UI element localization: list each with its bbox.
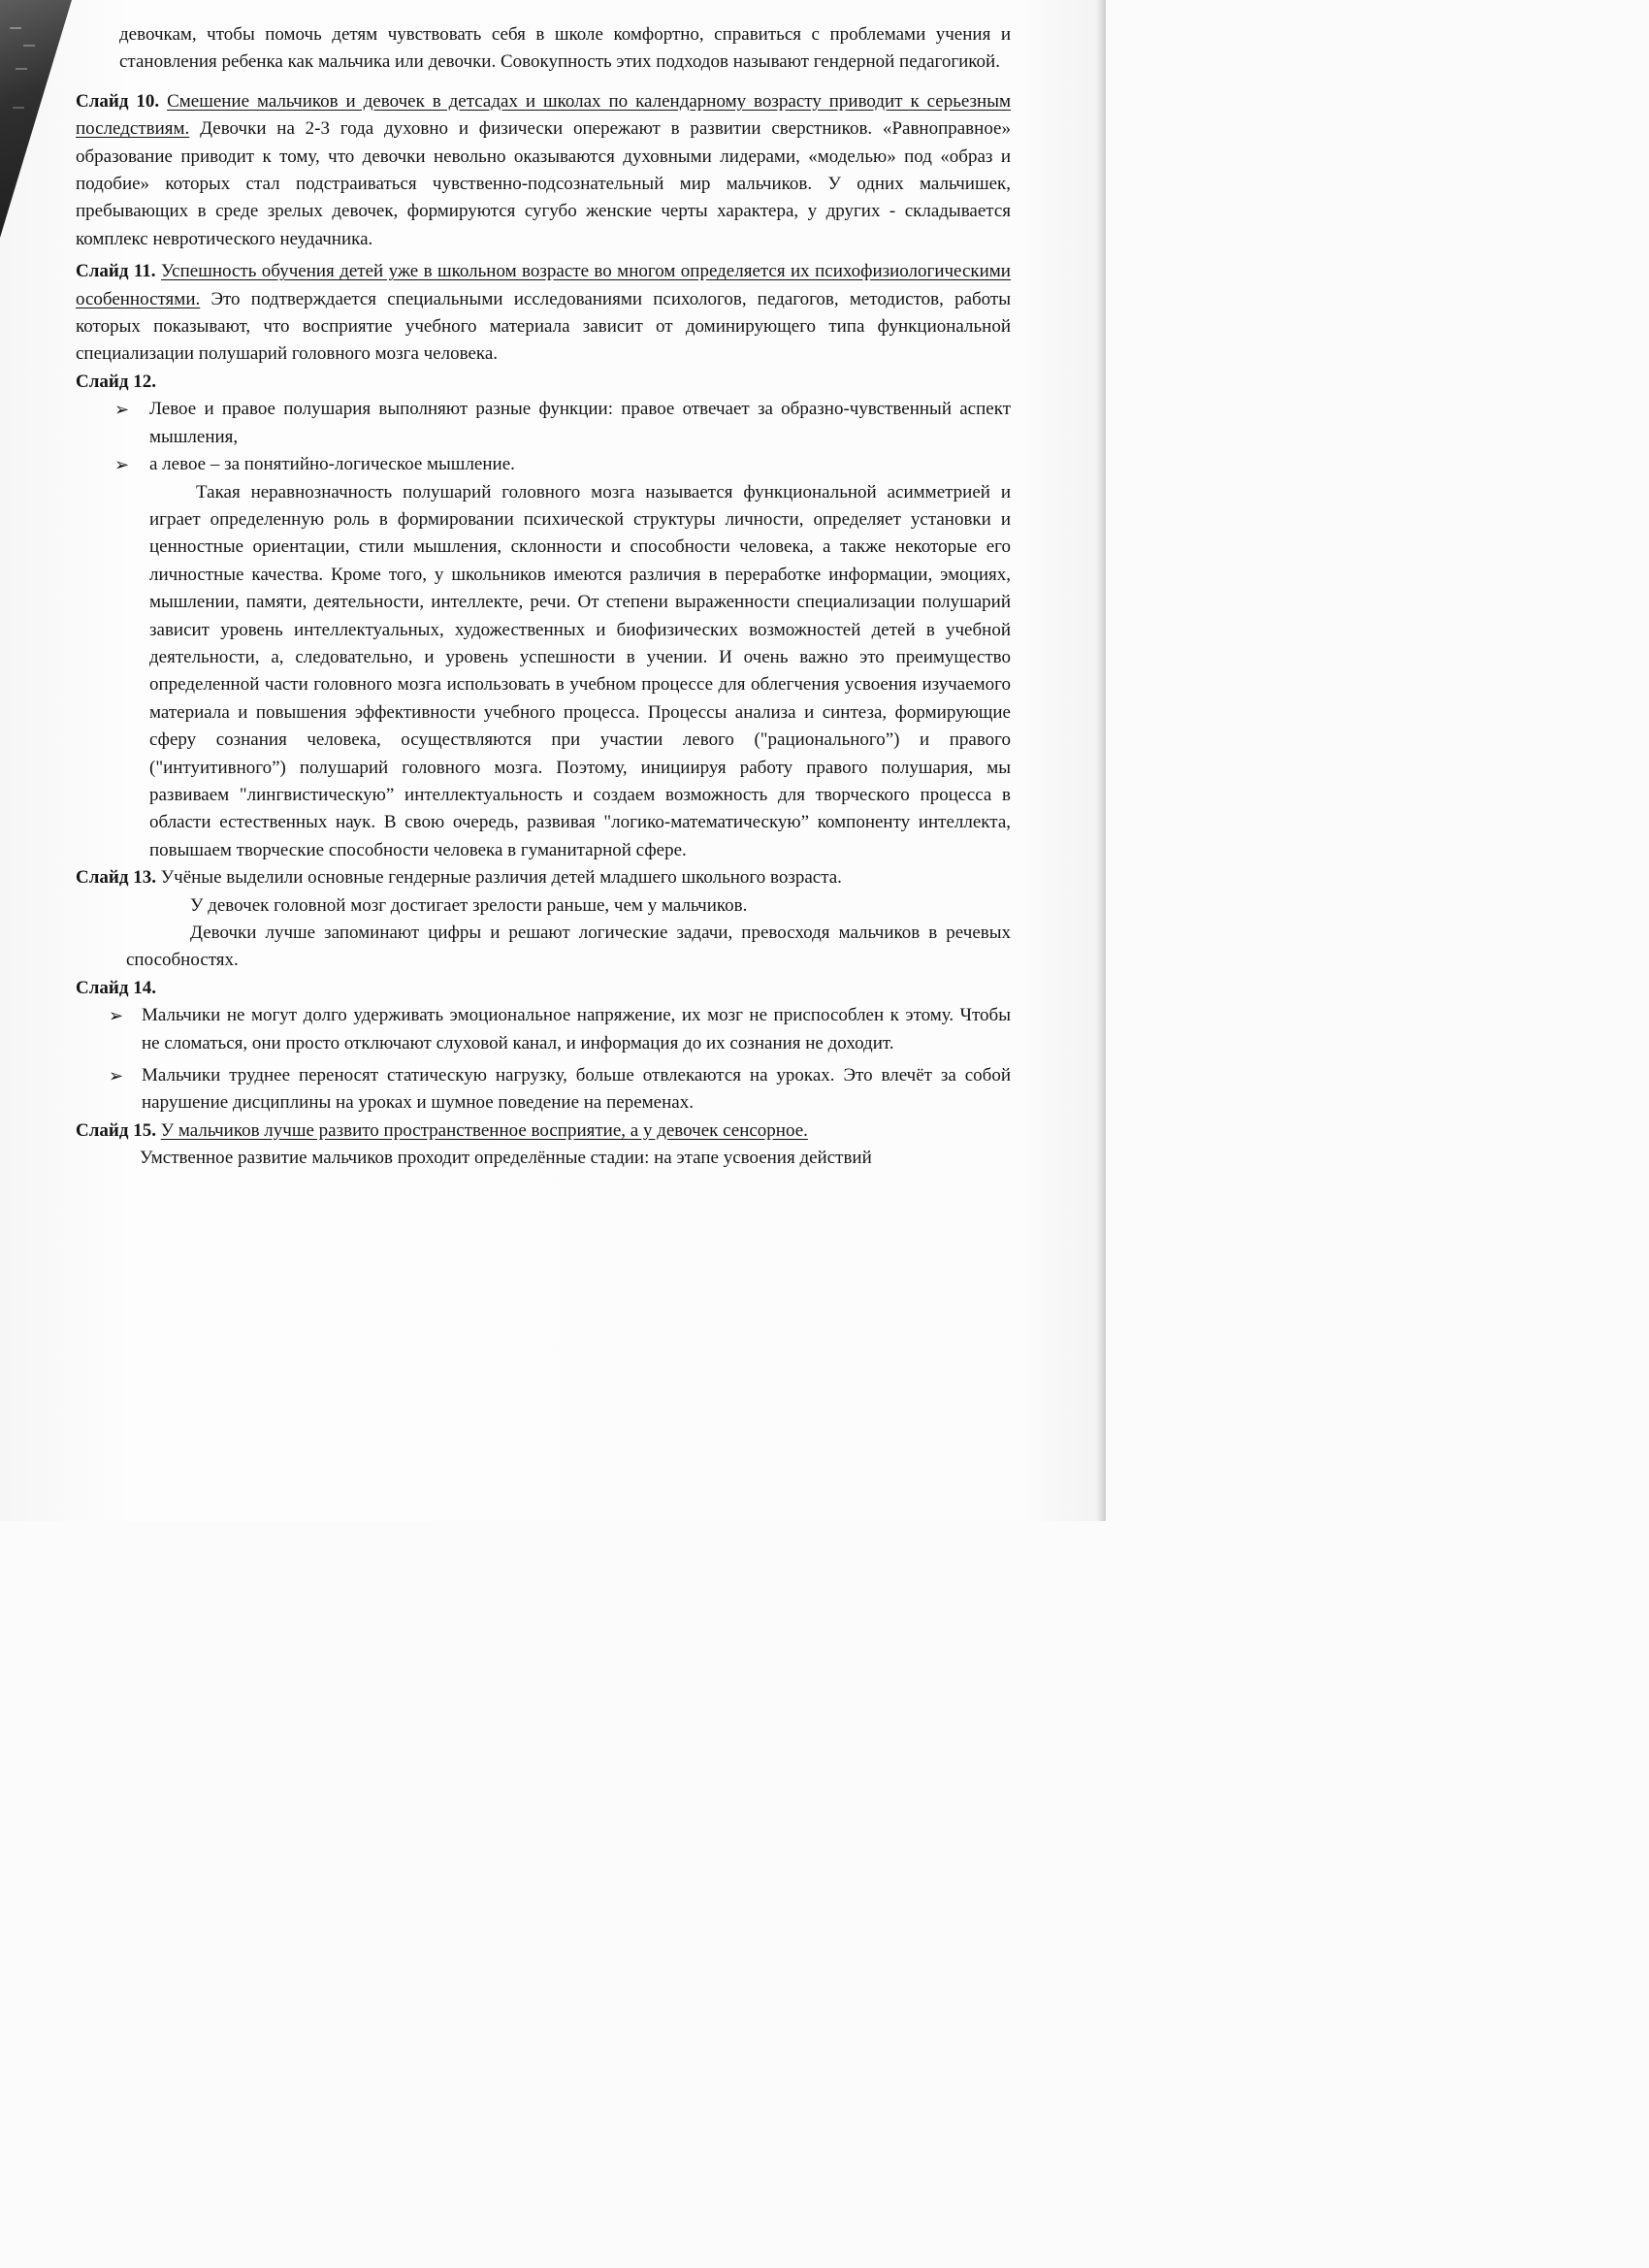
scan-shadow-corner bbox=[0, 0, 72, 238]
slide-14-label: Слайд 14. bbox=[76, 977, 156, 998]
intro-paragraph: девочкам, чтобы помочь детям чувствовать себя в школе комфортно, справиться с проблемами учения и становления ребенка как мальчика или девочки. Совокупность этих подходов называют гендерной педагогикой. bbox=[119, 24, 1011, 73]
slide-12-heading bbox=[76, 369, 1011, 396]
arrow-bullet-icon: ➢ bbox=[109, 1066, 124, 1086]
slide-12-bullet-2-text: а левое – за понятийно-логическое мышление. bbox=[149, 454, 515, 475]
slide-12-bullet-1 bbox=[76, 396, 1011, 451]
slide-14-bullet-2-text: Мальчики труднее переносят статическую нагрузку, больше отвлекаются на уроках. Это влечёт за собой нарушение дисциплины на уроках и шумное поведение на переменах. bbox=[142, 1065, 1011, 1114]
slide-14-heading bbox=[76, 975, 1011, 1002]
arrow-bullet-icon: ➢ bbox=[114, 455, 130, 475]
slide-11-paragraph bbox=[76, 258, 1011, 369]
slide-13-heading bbox=[76, 864, 1011, 891]
slide-15-heading bbox=[76, 1118, 1011, 1145]
slide-13-label: Слайд 13. bbox=[76, 867, 156, 889]
scan-right-edge bbox=[1096, 0, 1106, 1521]
slide-15-label: Слайд 15. bbox=[76, 1119, 156, 1141]
slide-10-label: Слайд 10. bbox=[76, 90, 160, 112]
slide-10-underlined-text: Смешение мальчиков и девочек в детсадах и школах по календарному возрасту приводит к серьезным последствиям. bbox=[76, 90, 1011, 140]
slide-13-line-1: У девочек головной мозг достигает зрелости раньше, чем у мальчиков. bbox=[190, 894, 748, 916]
slide-14-bullet-1 bbox=[76, 1002, 1011, 1057]
slide-12-bullet-1-text: Левое и правое полушария выполняют разные функции: правое отвечает за образно-чувственный аспект мышления, bbox=[149, 399, 1011, 447]
slide-10-paragraph bbox=[76, 88, 1011, 253]
slide-11-label: Слайд 11. bbox=[76, 261, 156, 282]
slide-14-bullet-2 bbox=[76, 1062, 1011, 1118]
slide-13-text: Учёные выделили основные гендерные различия детей младшего школьного возраста. bbox=[155, 867, 842, 889]
slide-11-text: Это подтверждается специальными исследованиями психологов, педагогов, методистов, работы которых показывают, что восприятие учебного материала зависит от доминирующего типа функциональной специализации полушарий головного мозга человека. bbox=[76, 288, 1011, 365]
slide-13-details bbox=[76, 892, 1011, 975]
slide-11-underlined-text: Успешность обучения детей уже в школьном возрасте во многом определяется их психофизиологическими особенностями. bbox=[76, 261, 1011, 309]
slide-15-underlined-text: У мальчиков лучше развито пространственное восприятие, а у девочек сенсорное. bbox=[160, 1119, 808, 1141]
arrow-bullet-icon: ➢ bbox=[109, 1006, 124, 1026]
slide-13-line-2: Девочки лучше запоминают цифры и решают логические задачи, превосходя мальчиков в речевых способностях. bbox=[126, 923, 1011, 971]
slide-15-text: Умственное развитие мальчиков проходит определённые стадии: на этапе усвоения действий bbox=[140, 1148, 872, 1169]
slide-12-paragraph: Такая неравнозначность полушарий головного мозга называется функциональной асимметрией и играет определенную роль в формировании психической структуры личности, определяет установки и ценностные ориентации, стили мышления, склонности и способности человека, а также некоторые его личностные качества. Кроме того, у школьников имеются различия в переработке информации, эмоциях, мышлении, памяти, деятельности, интеллекте, речи. От степени выраженности специализации полушарий зависит уровень интеллектуальных, художественных и биофизических возможностей детей в учебной деятельности, а, следовательно, и уровень успешности в учении. И очень важно это преимущество определенной части головного мозга использовать в учебном процессе для облегчения усвоения изучаемого материала и повышения эффективности учебного процесса. Процессы анализа и синтеза, формирующие сферу сознания человека, осуществляются при участии левого ("рационального”) и правого ("интуитивного”) полушарий головного мозга. Поэтому, инициируя работу правого полушария, мы развиваем "лингвистическую” интеллектуальность и создаем возможность для творческого процесса в области естественных наук. В свою очередь, развивая "логико-математическую” компоненту интеллекта, повышаем творческие способности человека в гуманитарной сфере. bbox=[149, 481, 1011, 860]
slide-12-bullet-2 bbox=[76, 451, 1011, 478]
document-body bbox=[76, 21, 1011, 1173]
scanned-page bbox=[0, 0, 1106, 1521]
slide-12-label: Слайд 12. bbox=[76, 371, 156, 392]
slide-14-bullet-1-text: Мальчики не могут долго удерживать эмоциональное напряжение, их мозг не приспособлен к этому. Чтобы не сломаться, они просто отключают слуховой канал, и информация до их сознания не доходит. bbox=[142, 1005, 1011, 1053]
slide-10-text: Девочки на 2-3 года духовно и физически опережают в развитии сверстников. «Равноправное» образование приводит к тому, что девочки невольно оказываются духовными лидерами, «моделью» под «образ и подобие» которых стал подстраиваться чувственно-подсознательный мир мальчиков. У одних мальчишек, пребывающих в среде зрелых девочек, формируются сугубо женские черты характера, у других - складывается комплекс невротического неудачника. bbox=[76, 118, 1011, 249]
arrow-bullet-icon: ➢ bbox=[114, 400, 130, 420]
